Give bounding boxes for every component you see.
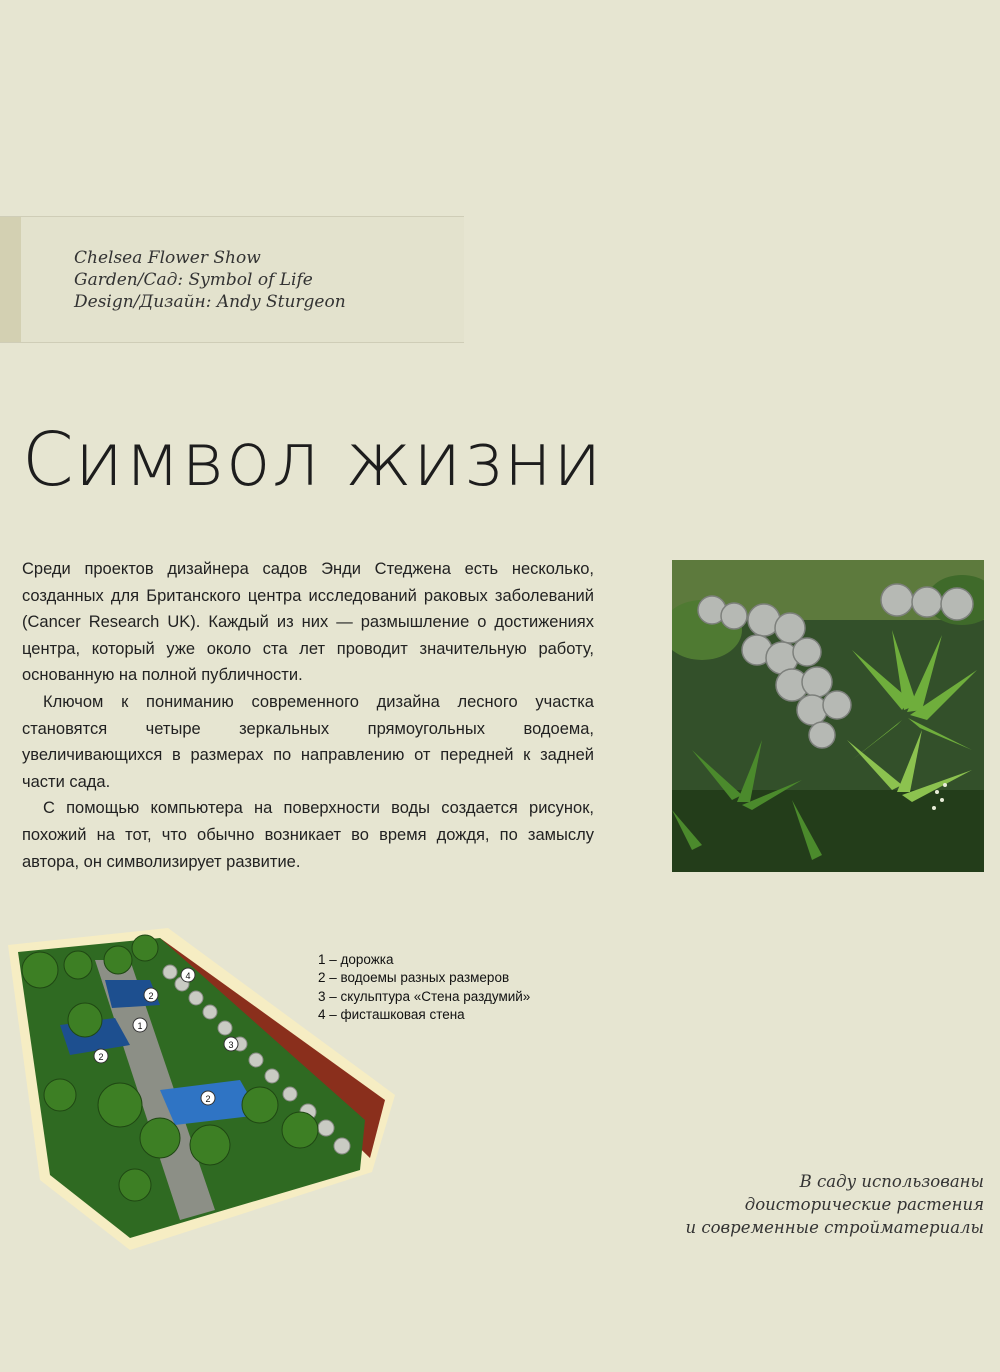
photo-caption [685,1170,984,1239]
credits-event: Chelsea Flower Show [74,248,261,268]
accent-bar [0,217,21,342]
legend-item-sculpture: 3 – скульптура «Стена раздумий» [318,988,531,1004]
plan-marker-4: 4 [185,971,191,981]
paragraph-1: Среди проектов дизайнера садов Энди Стеджена есть несколько, созданных для Британского центра исследований раковых заболеваний (Cancer Research UK). Каждый из них — размышление о достижениях центра, который уже около ста лет проводит значительную работу, основанную на полной публичности. [22,560,594,685]
page-title: Символ жизни [22,417,603,503]
credits-garden: Garden/Сад: Symbol of Life [74,270,313,290]
caption-line-3: и современные стройматериалы [685,1218,984,1237]
caption-line-1: В саду использованы [799,1172,984,1191]
plan-legend [318,951,530,1025]
plan-marker-2-left: 2 [98,1052,104,1062]
garden-photo [672,560,984,872]
paragraph-3: С помощью компьютера на поверхности воды создается рисунок, похожий на тот, что обычно возникает во время дождя, по замыслу автора, он символизирует развитие. [22,799,594,871]
plan-marker-1: 1 [137,1021,143,1031]
garden-photo-image [672,560,984,872]
legend-item-wall: 4 – фисташковая стена [318,1007,465,1023]
credits-designer: Design/Дизайн: Andy Sturgeon [74,292,346,312]
credits-text [74,247,346,313]
plan-marker-3: 3 [228,1040,234,1050]
article-body [22,556,594,875]
legend-item-path: 1 – дорожка [318,952,394,967]
legend-item-ponds: 2 – водоемы разных размеров [318,970,510,986]
plan-marker-2-center: 2 [205,1094,211,1104]
caption-line-2: доисторические растения [744,1195,984,1214]
paragraph-2: Ключом к пониманию современного дизайна лесного участка становятся четыре зеркальных прямоугольных водоема, увеличивающихся в размерах по направлению от передней к задней части сада. [22,692,594,791]
plan-marker-2-top: 2 [148,991,154,1001]
credits-box [0,216,464,343]
